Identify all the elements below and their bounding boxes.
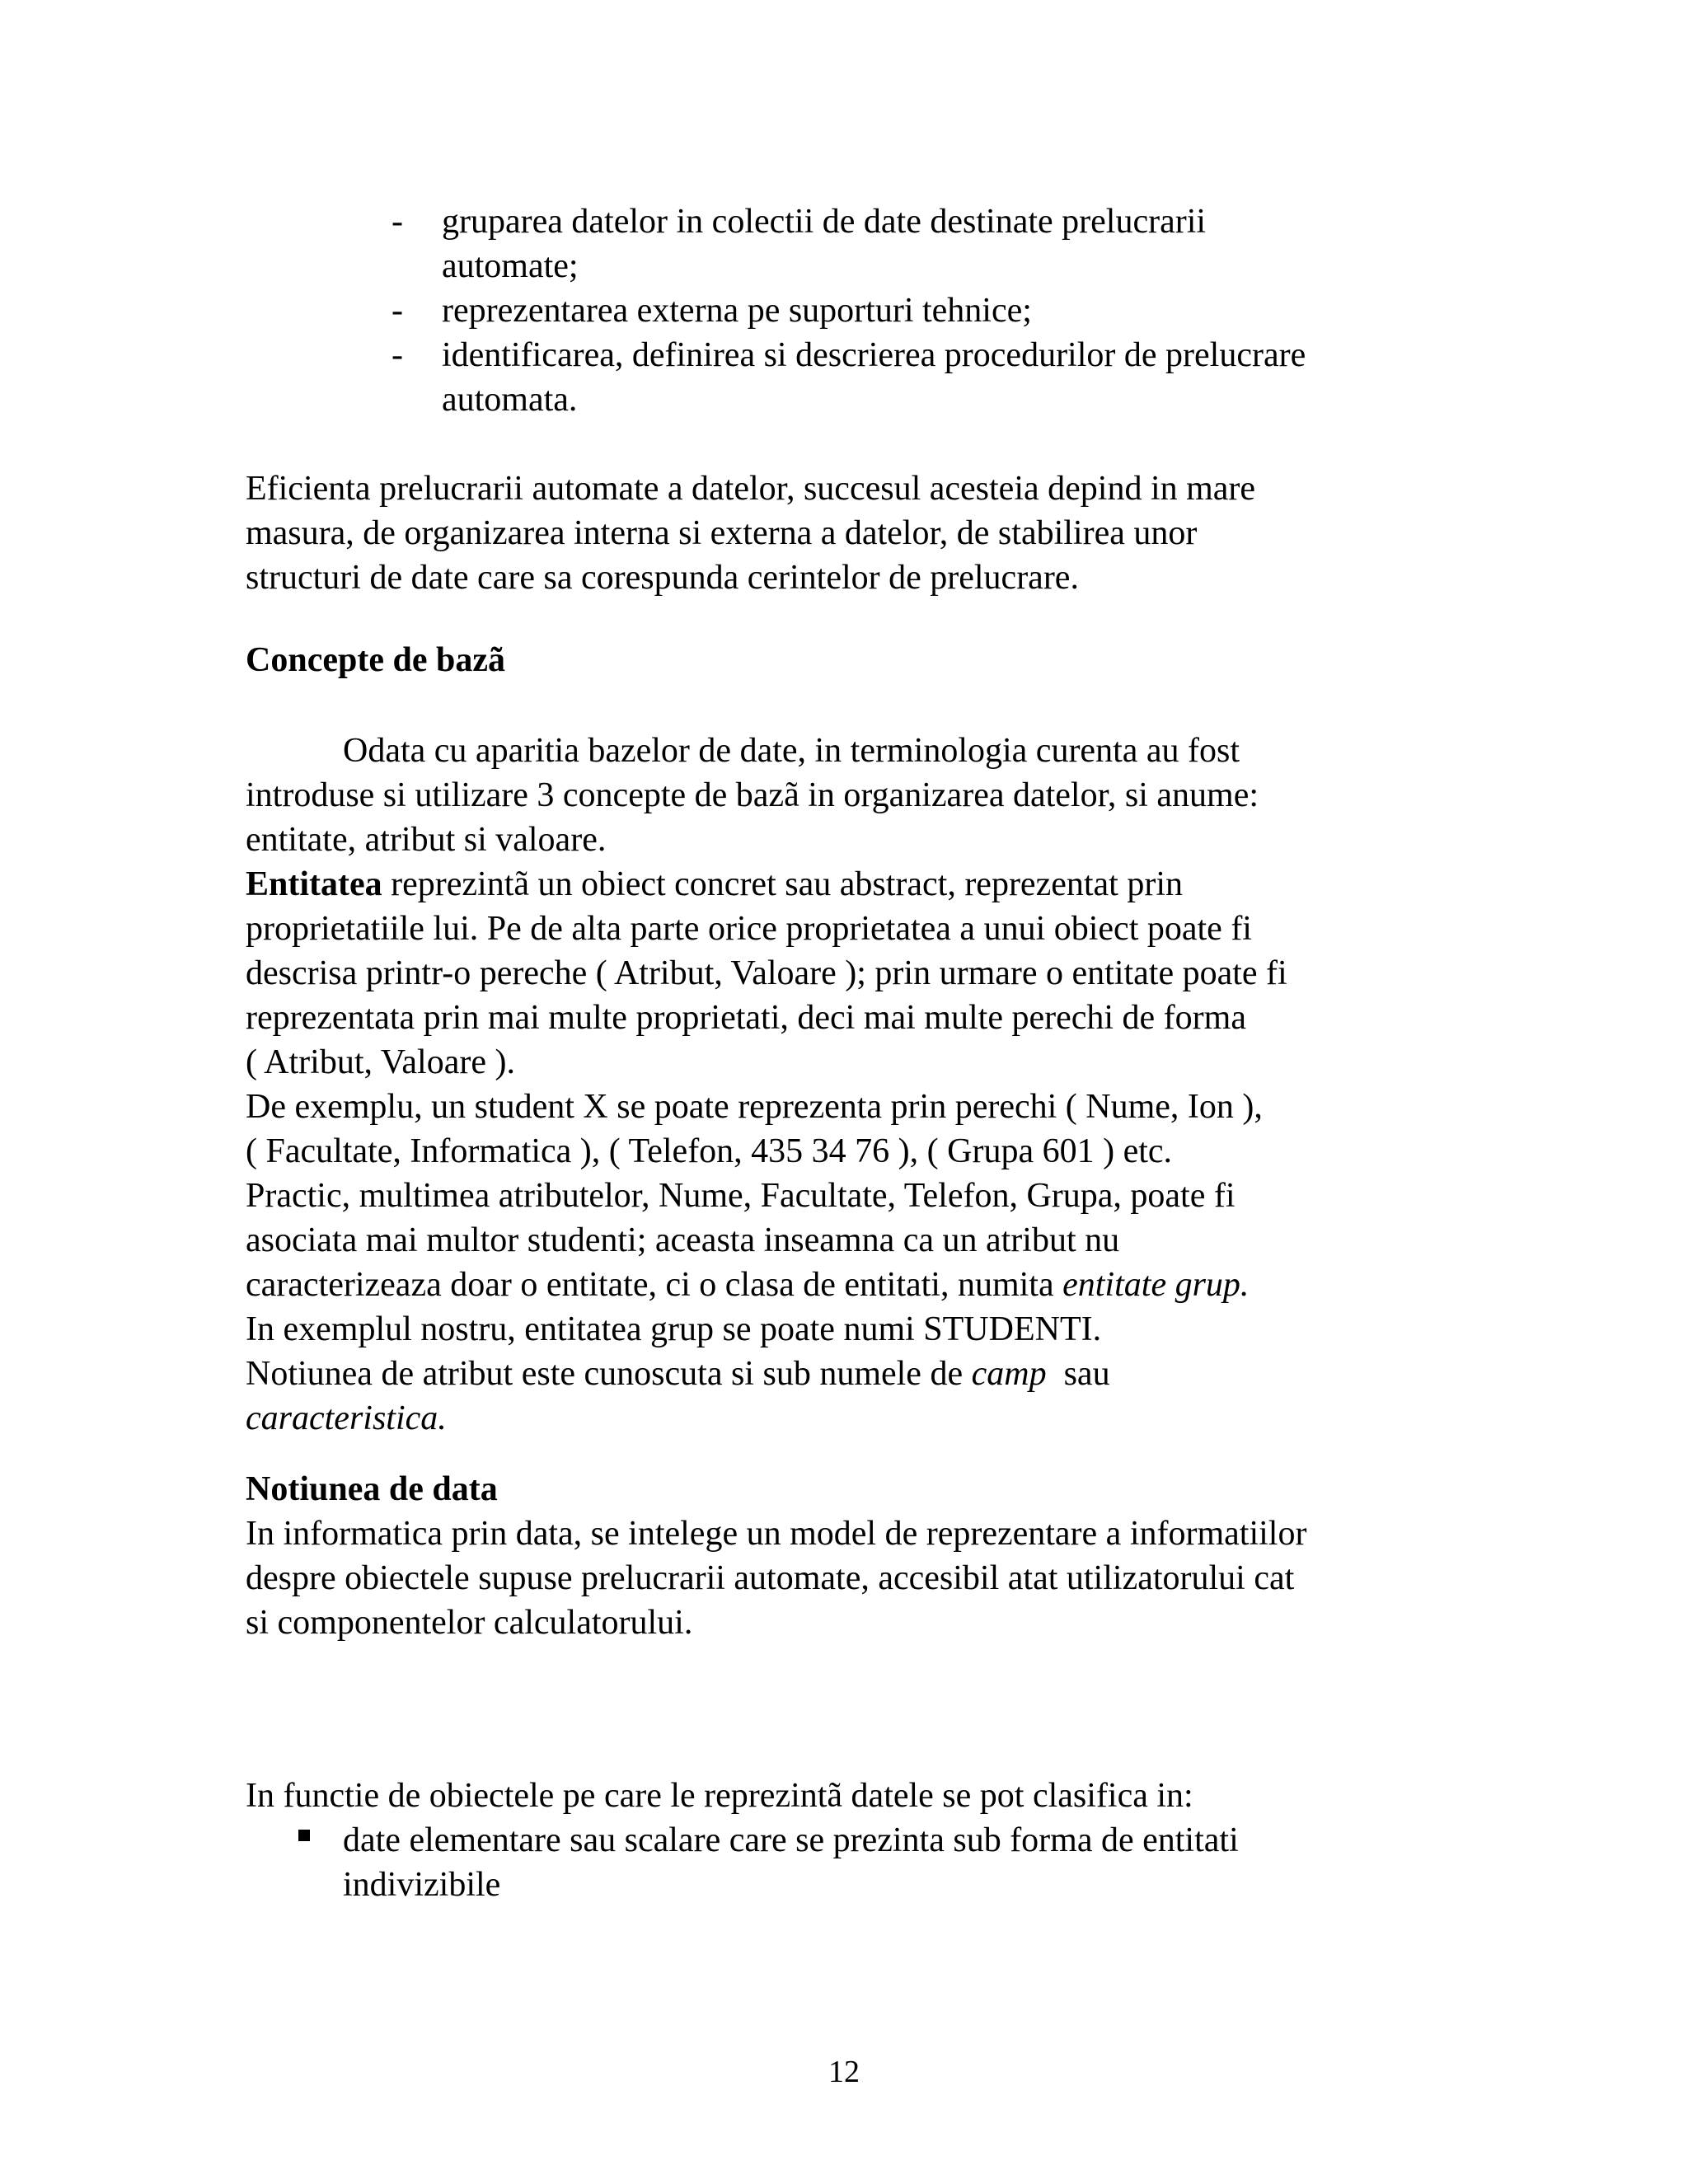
paragraph-line: ( Facultate, Informatica ), ( Telefon, 435 34 76 ), ( Grupa 601 ) etc. <box>246 1132 1173 1170</box>
paragraph-line: entitate, atribut si valoare. <box>246 821 607 859</box>
list-item-text: reprezentarea externa pe suporturi tehnice; <box>442 292 1032 330</box>
square-bullet-icon <box>298 1830 310 1841</box>
paragraph-line: structuri de date care sa corespunda cerintelor de prelucrare. <box>246 559 1079 597</box>
italic-term: entitate grup. <box>1062 1266 1250 1304</box>
paragraph-line: ( Atribut, Valoare ). <box>246 1043 515 1081</box>
paragraph-line <box>246 1268 1249 1302</box>
paragraph-line: Eficienta prelucrarii automate a datelor, succesul acesteia depind in mare <box>246 470 1256 508</box>
paragraph-line: In informatica prin data, se intelege un model de reprezentare a informatiilor <box>246 1515 1307 1553</box>
paragraph-line: si componentelor calculatorului. <box>246 1604 693 1642</box>
paragraph-line: despre obiectele supuse prelucrarii automate, accesibil atat utilizatorului cat <box>246 1559 1295 1597</box>
paragraph-line: masura, de organizarea interna si externa a datelor, de stabilirea unor <box>246 514 1198 552</box>
paragraph-line: Odata cu aparitia bazelor de date, in terminologia curenta au fost <box>343 732 1240 770</box>
list-item-text: indivizibile <box>343 1866 501 1904</box>
inline-text: sau <box>1046 1355 1110 1393</box>
italic-term: caracteristica. <box>246 1399 447 1437</box>
paragraph-clasificare: In functie de obiectele pe care le reprezintã datele se pot clasifica in: <box>246 1777 1193 1815</box>
paragraph-line: asociata mai multor studenti; aceasta inseamna ca un atribut nu <box>246 1221 1120 1259</box>
page-number: 12 <box>828 2055 860 2089</box>
paragraph-line: reprezentata prin mai multe proprietati, deci mai multe perechi de forma <box>246 999 1246 1037</box>
italic-term: camp <box>971 1355 1047 1393</box>
paragraph-line <box>246 867 1183 902</box>
list-item-text: automata. <box>442 381 578 419</box>
section-heading-concepte: Concepte de bazã <box>246 641 505 679</box>
list-item-text: automate; <box>442 247 579 285</box>
section-heading-notiunea-de-data: Notiunea de data <box>246 1470 498 1508</box>
term-entitatea: Entitatea <box>246 865 382 903</box>
paragraph-line: De exemplu, un student X se poate reprezenta prin perechi ( Nume, Ion ), <box>246 1088 1263 1126</box>
paragraph-line <box>246 1357 1110 1391</box>
inline-text: Notiunea de atribut este cunoscuta si sub numele de <box>246 1355 972 1393</box>
inline-text: caracterizeaza doar o entitate, ci o clasa de entitati, numita <box>246 1266 1063 1304</box>
paragraph-line: In exemplul nostru, entitatea grup se poate numi STUDENTI. <box>246 1310 1102 1348</box>
list-dash-marker: - <box>392 292 403 330</box>
paragraph-line: proprietatiile lui. Pe de alta parte orice proprietatea a unui obiect poate fi <box>246 910 1252 948</box>
paragraph-line: Practic, multimea atributelor, Nume, Facultate, Telefon, Grupa, poate fi <box>246 1177 1236 1215</box>
paragraph-line: introduse si utilizare 3 concepte de bazã in organizarea datelor, si anume: <box>246 776 1259 814</box>
list-item-text: date elementare sau scalare care se prezinta sub forma de entitati <box>343 1821 1239 1859</box>
list-item-text: gruparea datelor in colectii de date destinate prelucrarii <box>442 203 1207 241</box>
paragraph-line: descrisa printr-o pereche ( Atribut, Valoare ); prin urmare o entitate poate fi <box>246 954 1287 992</box>
paragraph-line <box>246 1401 447 1436</box>
inline-text: reprezintã un obiect concret sau abstract, reprezentat prin <box>382 865 1183 903</box>
list-dash-marker: - <box>392 203 403 241</box>
list-dash-marker: - <box>392 336 403 374</box>
list-item-text: identificarea, definirea si descrierea procedurilor de prelucrare <box>442 336 1306 374</box>
